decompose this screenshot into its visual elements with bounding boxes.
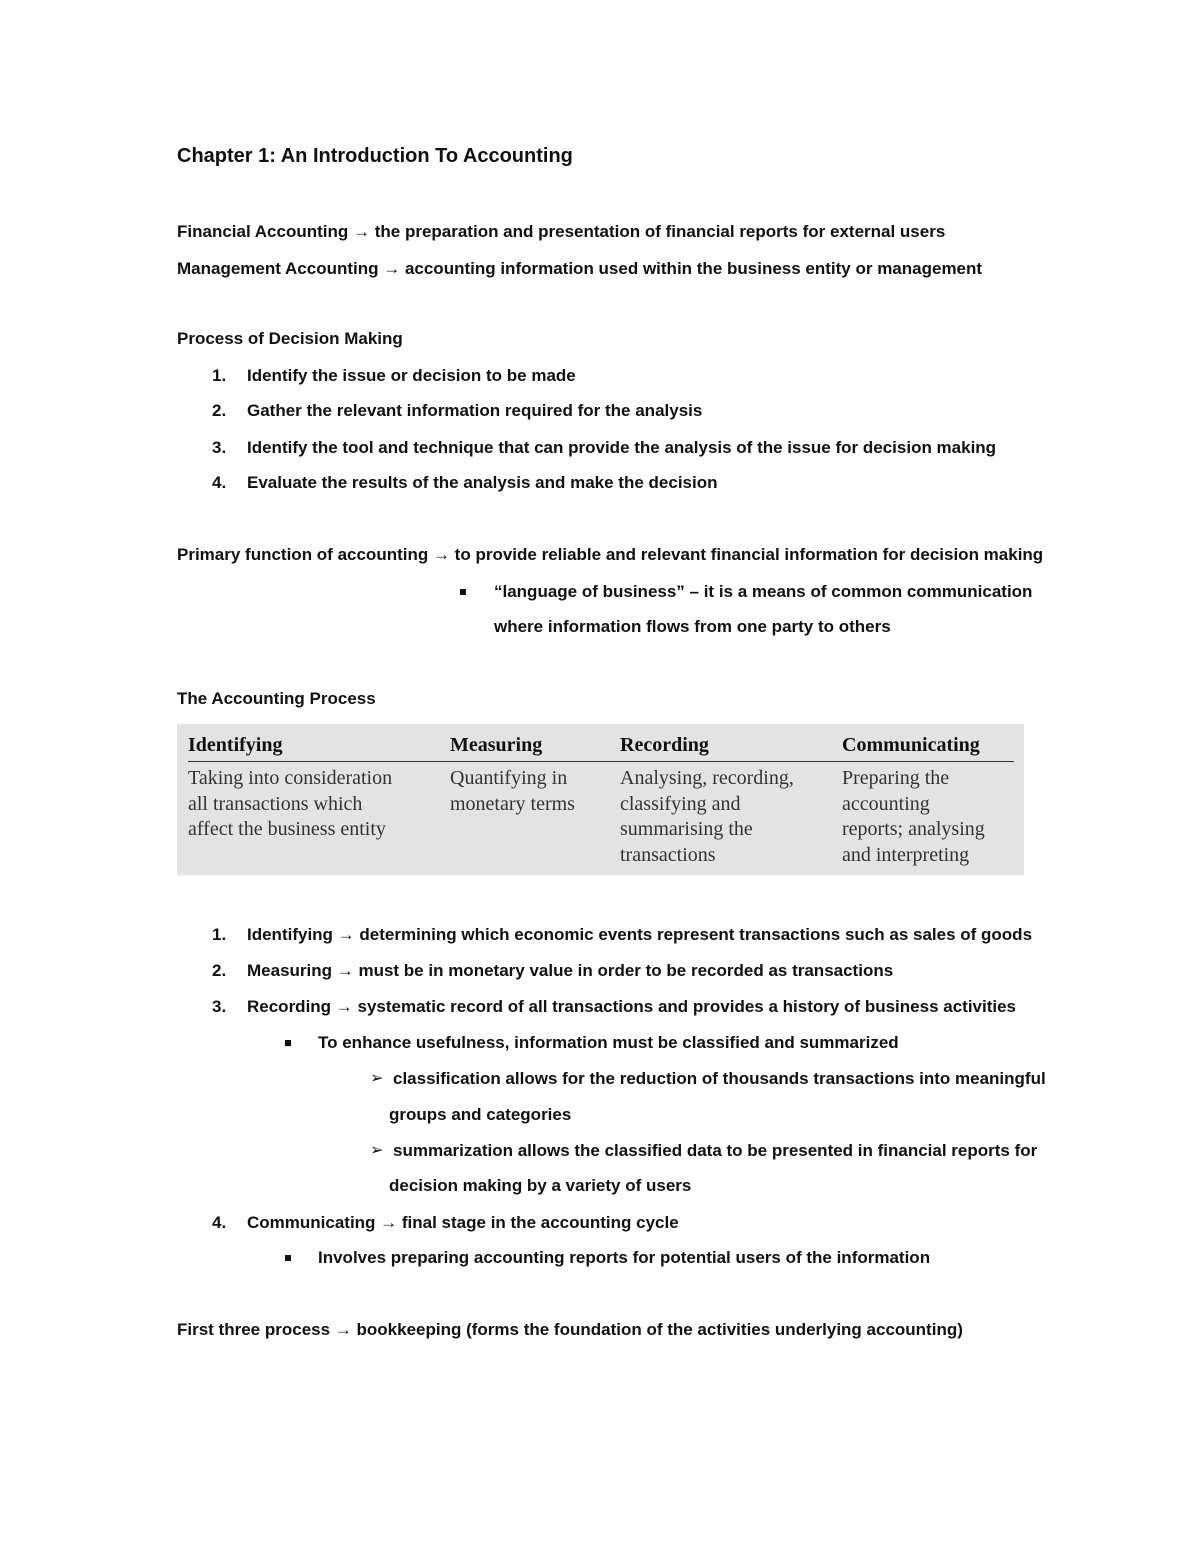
- process-step-number: 1.: [212, 925, 227, 944]
- bookkeeping-note: First three process → bookkeeping (forms the foundation of the activities underlying accounting): [177, 1320, 963, 1339]
- table-divider: [188, 761, 1014, 762]
- process-step-text: Recording → systematic record of all transactions and provides a history of business activities: [247, 997, 1017, 1016]
- decision-step-number: 1.: [212, 366, 227, 385]
- sub-bullet-line1: classification allows for the reduction of thousands transactions into meaningful: [393, 1069, 1046, 1088]
- decision-step-number: 2.: [212, 401, 227, 420]
- bullet-square-icon: [285, 1040, 291, 1046]
- process-step-text: Communicating → final stage in the accounting cycle: [247, 1213, 679, 1232]
- table-header-identifying: Identifying: [188, 734, 283, 756]
- page-title: Chapter 1: An Introduction To Accounting: [177, 145, 573, 167]
- bullet-square-icon: [285, 1255, 291, 1261]
- table-cell-recording: Analysing, recording, classifying and summarising the transactions: [620, 767, 794, 866]
- decision-step-text: Evaluate the results of the analysis and make the decision: [247, 473, 718, 492]
- table-header-recording: Recording: [620, 734, 709, 756]
- primary-bullet-line1: “language of business” – it is a means of common communication: [494, 582, 1033, 601]
- process-step-text: Measuring → must be in monetary value in order to be recorded as transactions: [247, 961, 894, 980]
- process-heading: The Accounting Process: [177, 689, 376, 708]
- communicating-bullet: Involves preparing accounting reports for potential users of the information: [318, 1248, 931, 1267]
- decision-step-text: Identify the tool and technique that can provide the analysis of the issue for decision making: [247, 438, 997, 457]
- bullet-square-icon: [460, 589, 466, 595]
- table-cell-identifying: Taking into consideration all transactions which affect the business entity: [188, 767, 393, 840]
- table-header-communicating: Communicating: [842, 734, 980, 756]
- table-cell-measuring: Quantifying in monetary terms: [450, 767, 575, 815]
- accounting-process-table: [177, 724, 1024, 875]
- table-header-measuring: Measuring: [450, 734, 543, 756]
- process-step-number: 4.: [212, 1213, 227, 1232]
- process-step-text: Identifying → determining which economic events represent transactions such as sales of goods: [247, 925, 1033, 944]
- sub-bullet-line2: groups and categories: [389, 1105, 572, 1124]
- arrow-bullet-icon: ➢: [370, 1070, 384, 1087]
- decision-step-text: Gather the relevant information required for the analysis: [247, 401, 703, 420]
- recording-bullet: To enhance usefulness, information must be classified and summarized: [318, 1033, 899, 1052]
- process-step-number: 3.: [212, 997, 227, 1016]
- decision-heading: Process of Decision Making: [177, 329, 403, 348]
- decision-step-text: Identify the issue or decision to be made: [247, 366, 576, 385]
- primary-bullet-line2: where information flows from one party to others: [494, 617, 891, 636]
- table-cell-communicating: Preparing the accounting reports; analysing and interpreting: [842, 767, 985, 866]
- definition-financial: Financial Accounting → the preparation and presentation of financial reports for external users: [177, 222, 946, 241]
- decision-step-number: 3.: [212, 438, 227, 457]
- decision-step-number: 4.: [212, 473, 227, 492]
- process-step-number: 2.: [212, 961, 227, 980]
- primary-function: Primary function of accounting → to provide reliable and relevant financial information for decision making: [177, 545, 1044, 564]
- arrow-bullet-icon: ➢: [370, 1142, 384, 1159]
- sub-bullet-line2: decision making by a variety of users: [389, 1176, 692, 1195]
- definition-management: Management Accounting → accounting information used within the business entity or management: [177, 259, 983, 278]
- sub-bullet-line1: summarization allows the classified data to be presented in financial reports for: [393, 1141, 1038, 1160]
